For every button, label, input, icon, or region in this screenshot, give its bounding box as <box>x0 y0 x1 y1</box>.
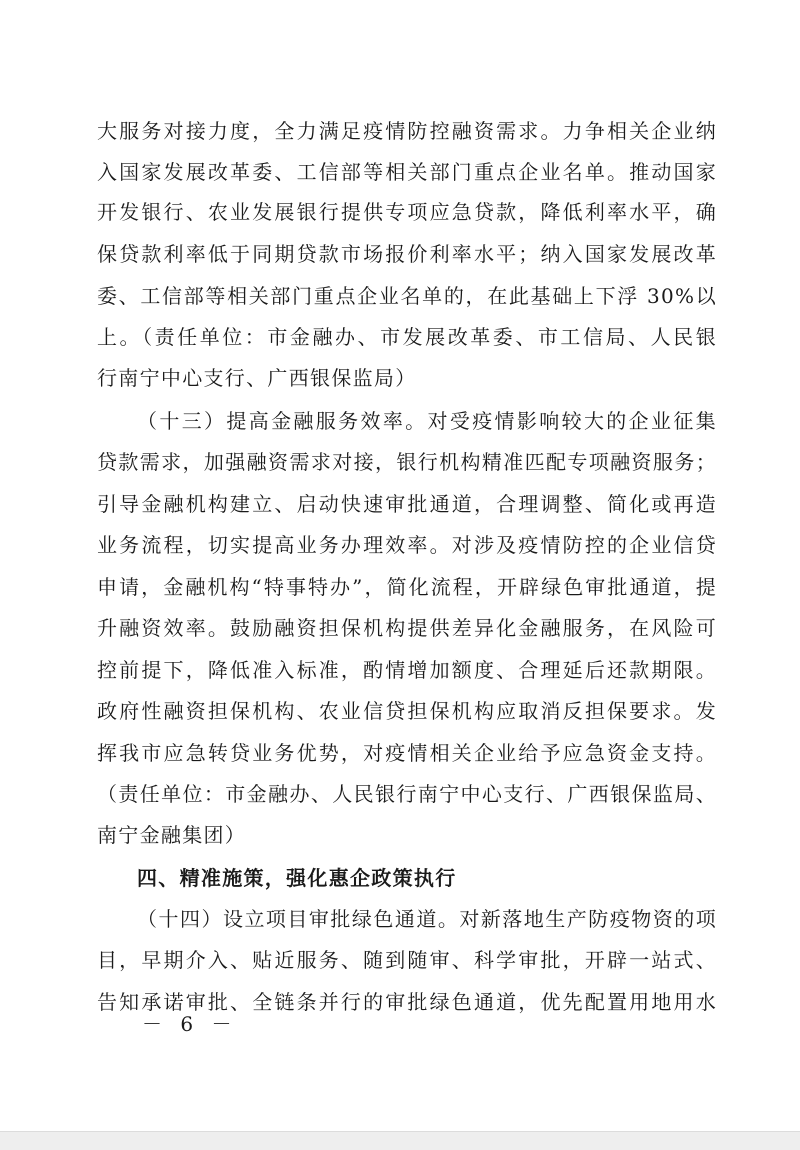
text-line: 业务流程，切实提高业务办理效率。对涉及疫情防控的企业信贷 <box>97 533 717 557</box>
text-line: 委、工信部等相关部门重点企业名单的，在此基础上下浮 30%以 <box>97 284 717 308</box>
text-line: （十三）提高金融服务效率。对受疫情影响较大的企业征集 <box>137 409 717 433</box>
text-line: 保贷款利率低于同期贷款市场报价利率水平；纳入国家发展改革 <box>97 242 717 266</box>
text-line: 目，早期介入、贴近服务、随到随审、科学审批，开辟一站式、 <box>97 948 717 972</box>
text-line: 大服务对接力度，全力满足疫情防控融资需求。力争相关企业纳 <box>97 119 717 143</box>
page-number: － 6 － <box>142 1012 238 1036</box>
text-line: 挥我市应急转贷业务优势，对疫情相关企业给予应急资金支持。 <box>97 741 717 765</box>
text-line: 开发银行、农业发展银行提供专项应急贷款，降低利率水平，确 <box>97 200 717 224</box>
text-line: 上。（责任单位：市金融办、市发展改革委、市工信局、人民银 <box>97 325 717 349</box>
text-line: 入国家发展改革委、工信部等相关部门重点企业名单。推动国家 <box>97 160 717 184</box>
text-line: 政府性融资担保机构、农业信贷担保机构应取消反担保要求。发 <box>97 699 717 723</box>
text-line: 贷款需求，加强融资需求对接，银行机构精准匹配专项融资服务； <box>97 450 717 474</box>
text-line: 告知承诺审批、全链条并行的审批绿色通道，优先配置用地用水 <box>97 990 717 1014</box>
text-line: 控前提下，降低准入标准，酌情增加额度、合理延后还款期限。 <box>97 658 717 682</box>
text-line: （十四）设立项目审批绿色通道。对新落地生产防疫物资的项 <box>137 907 717 931</box>
text-line: 行南宁中心支行、广西银保监局） <box>97 366 417 390</box>
text-line: 南宁金融集团） <box>97 823 247 847</box>
text-line: 引导金融机构建立、启动快速审批通道，合理调整、简化或再造 <box>97 492 717 516</box>
text-line: 升融资效率。鼓励融资担保机构提供差异化金融服务，在风险可 <box>97 616 717 640</box>
text-line: 申请，金融机构“特事特办”，简化流程，开辟绿色审批通道，提 <box>97 575 717 599</box>
text-line: （责任单位：市金融办、人民银行南宁中心支行、广西银保监局、 <box>97 782 717 806</box>
section-heading: 四、精准施策，强化惠企政策执行 <box>137 866 457 890</box>
viewer-bottom-strip <box>0 1131 800 1150</box>
